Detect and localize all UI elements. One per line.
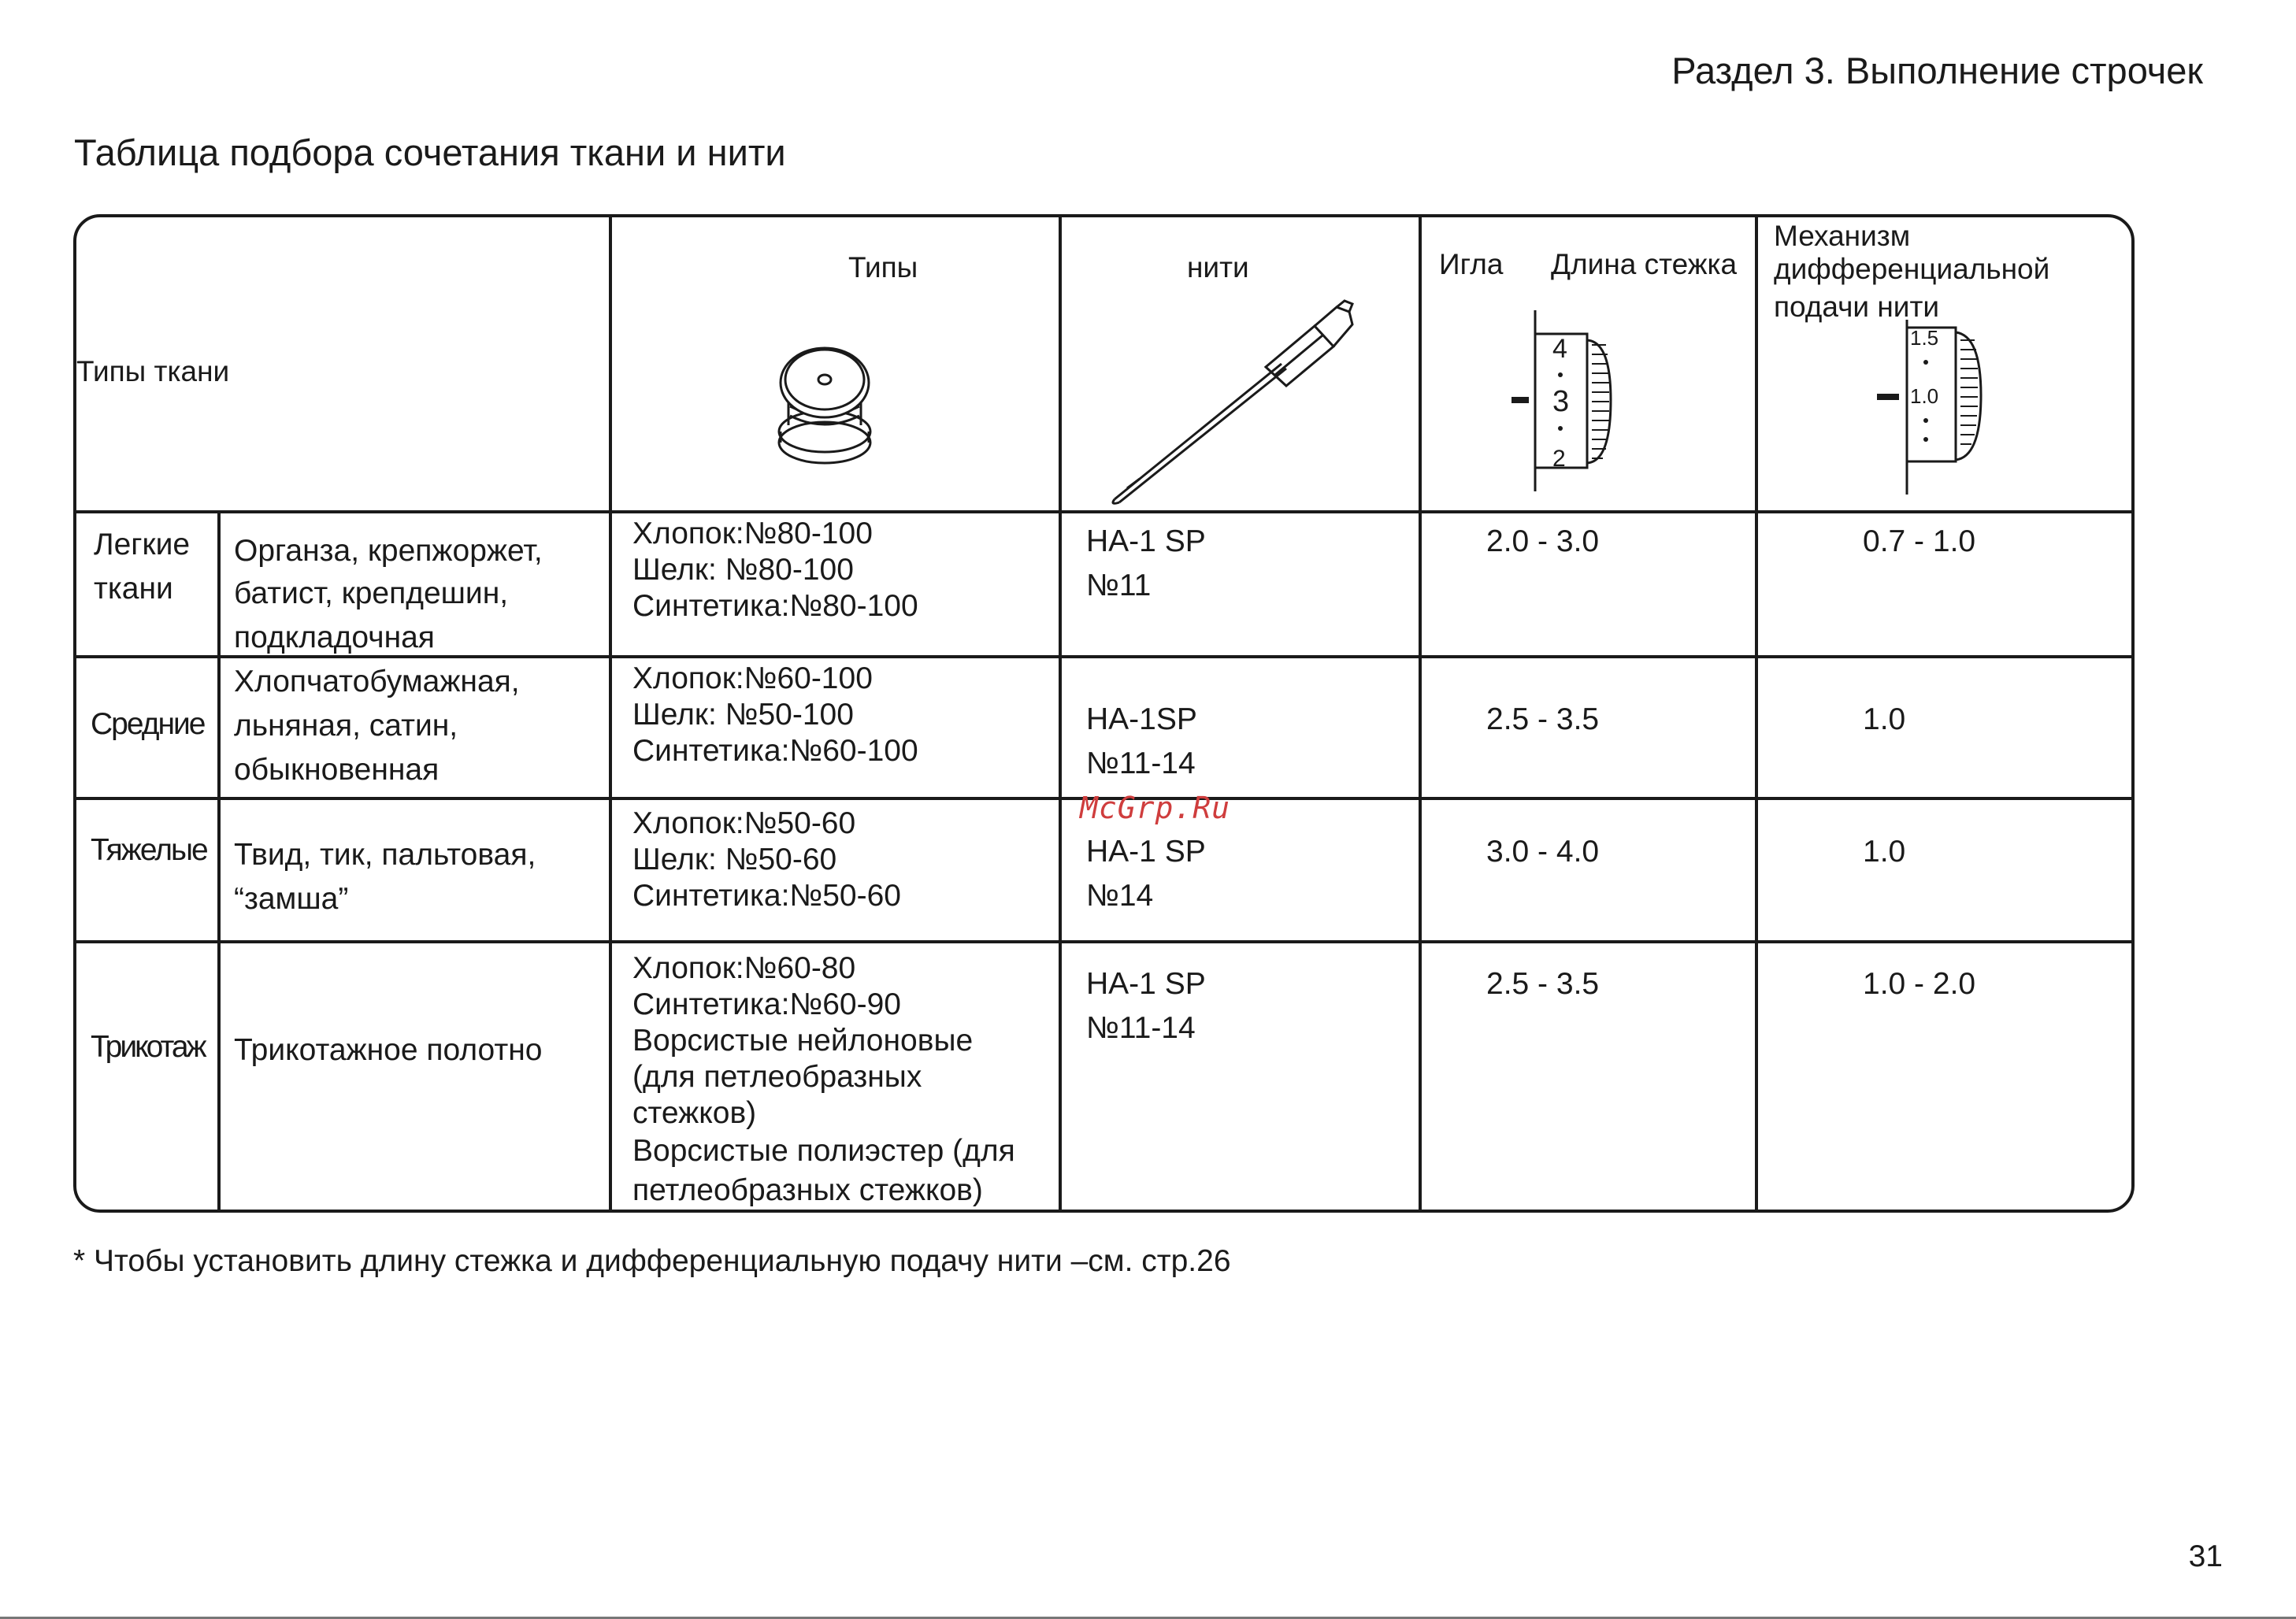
row-medium-stitch: 2.5 - 3.5 [1486,702,1600,736]
row-medium-diff: 1.0 [1863,702,1906,736]
row-light-diff: 0.7 - 1.0 [1863,524,1976,558]
row-medium-fabrics-1: Хлопчатобумажная, [234,665,520,698]
row-medium-fabrics-2: льняная, сатин, [234,709,458,743]
row-knit-thread-6: Ворсистые полиэстер (для [632,1134,1015,1168]
row-heavy-category: Тяжелые [91,833,207,867]
row-knit-stitch: 2.5 - 3.5 [1486,967,1600,1001]
header-needle: Игла [1439,248,1504,280]
differential-dial-icon [1877,320,1995,501]
row-light-category-1: Легкие [94,528,191,561]
col-divider [1059,217,1062,1210]
row-heavy-fabrics-1: Твид, тик, пальтовая, [234,838,536,872]
row-knit-thread-7: петлеобразных стежков) [632,1173,983,1207]
dial-mark-2: 2 [1552,446,1566,472]
header-differential-1: Механизм [1774,220,1911,252]
row-light-stitch: 2.0 - 3.0 [1486,524,1600,558]
header-fabric-types: Типы ткани [76,355,230,387]
header-differential-3: подачи нити [1774,291,1940,323]
row-light-fabrics-2: батист, крепдешин, [234,576,509,610]
row-divider [76,510,2131,513]
row-heavy-stitch: 3.0 - 4.0 [1486,835,1600,869]
row-light-needle-2: №11 [1086,569,1152,602]
row-heavy-diff: 1.0 [1863,835,1906,869]
watermark: McGrp.Ru [1080,791,1231,825]
dial-mark-1-0: 1.0 [1910,384,1939,408]
row-heavy-needle-1: HA-1 SP [1086,835,1206,869]
col-divider [1419,217,1422,1210]
row-knit-diff: 1.0 - 2.0 [1863,967,1976,1001]
row-heavy-thread-3: Синтетика:№50-60 [632,879,901,913]
row-knit-thread-5: стежков) [632,1096,757,1130]
row-heavy-fabrics-2: “замша” [234,882,349,916]
col-divider [1755,217,1758,1210]
dial-mark-4: 4 [1552,334,1567,364]
dial-mark-3: 3 [1552,385,1570,418]
header-stitch-length: Длина стежка [1551,248,1738,280]
page-title: Таблица подбора сочетания ткани и нити [74,132,786,173]
row-light-fabrics-1: Органза, крепжоржет, [234,534,543,568]
row-knit-fabrics-1: Трикотажное полотно [234,1033,543,1067]
row-medium-thread-2: Шелк: №50-100 [632,698,854,732]
thread-spool-icon [770,343,888,469]
row-light-category-2: ткани [94,572,173,606]
needle-icon [1108,296,1368,509]
row-medium-thread-1: Хлопок:№60-100 [632,661,873,695]
col-divider [609,217,612,1210]
row-light-thread-2: Шелк: №80-100 [632,553,854,587]
row-knit-thread-2: Синтетика:№60-90 [632,987,901,1021]
row-medium-thread-3: Синтетика:№60-100 [632,734,918,768]
row-light-thread-3: Синтетика:№80-100 [632,589,918,623]
header-threads: нити [1187,251,1249,283]
fabric-thread-table [73,214,2135,1213]
row-light-needle-1: HA-1 SP [1086,524,1206,558]
row-divider [76,940,2131,943]
row-knit-needle-1: HA-1 SP [1086,967,1206,1001]
row-medium-fabrics-3: обыкновенная [234,753,440,787]
row-heavy-thread-1: Хлопок:№50-60 [632,806,856,840]
row-light-fabrics-3: подкладочная [234,621,435,654]
row-medium-needle-2: №11-14 [1086,747,1196,780]
header-types: Типы [848,251,918,283]
row-heavy-needle-2: №14 [1086,879,1154,913]
row-medium-needle-1: HA-1SP [1086,702,1197,736]
row-medium-category: Средние [91,707,205,741]
row-knit-thread-3: Ворсистые нейлоновые [632,1024,974,1058]
col-divider [217,510,221,1210]
row-heavy-thread-2: Шелк: №50-60 [632,843,837,876]
page-number: 31 [2188,1539,2223,1573]
header-differential-2: дифференциальной [1774,253,2050,285]
footnote: * Чтобы установить длину стежка и дифференциальную подачу нити –см. стр.26 [73,1244,1231,1278]
stitch-length-dial-icon [1512,310,1622,491]
row-knit-category: Трикотаж [91,1030,205,1064]
section-title: Раздел 3. Выполнение строчек [1671,50,2203,91]
row-knit-thread-4: (для петлеобразных [632,1060,922,1094]
row-light-thread-1: Хлопок:№80-100 [632,517,873,550]
dial-mark-1-5: 1.5 [1910,326,1939,350]
row-knit-needle-2: №11-14 [1086,1011,1196,1045]
row-knit-thread-1: Хлопок:№60-80 [632,951,856,985]
